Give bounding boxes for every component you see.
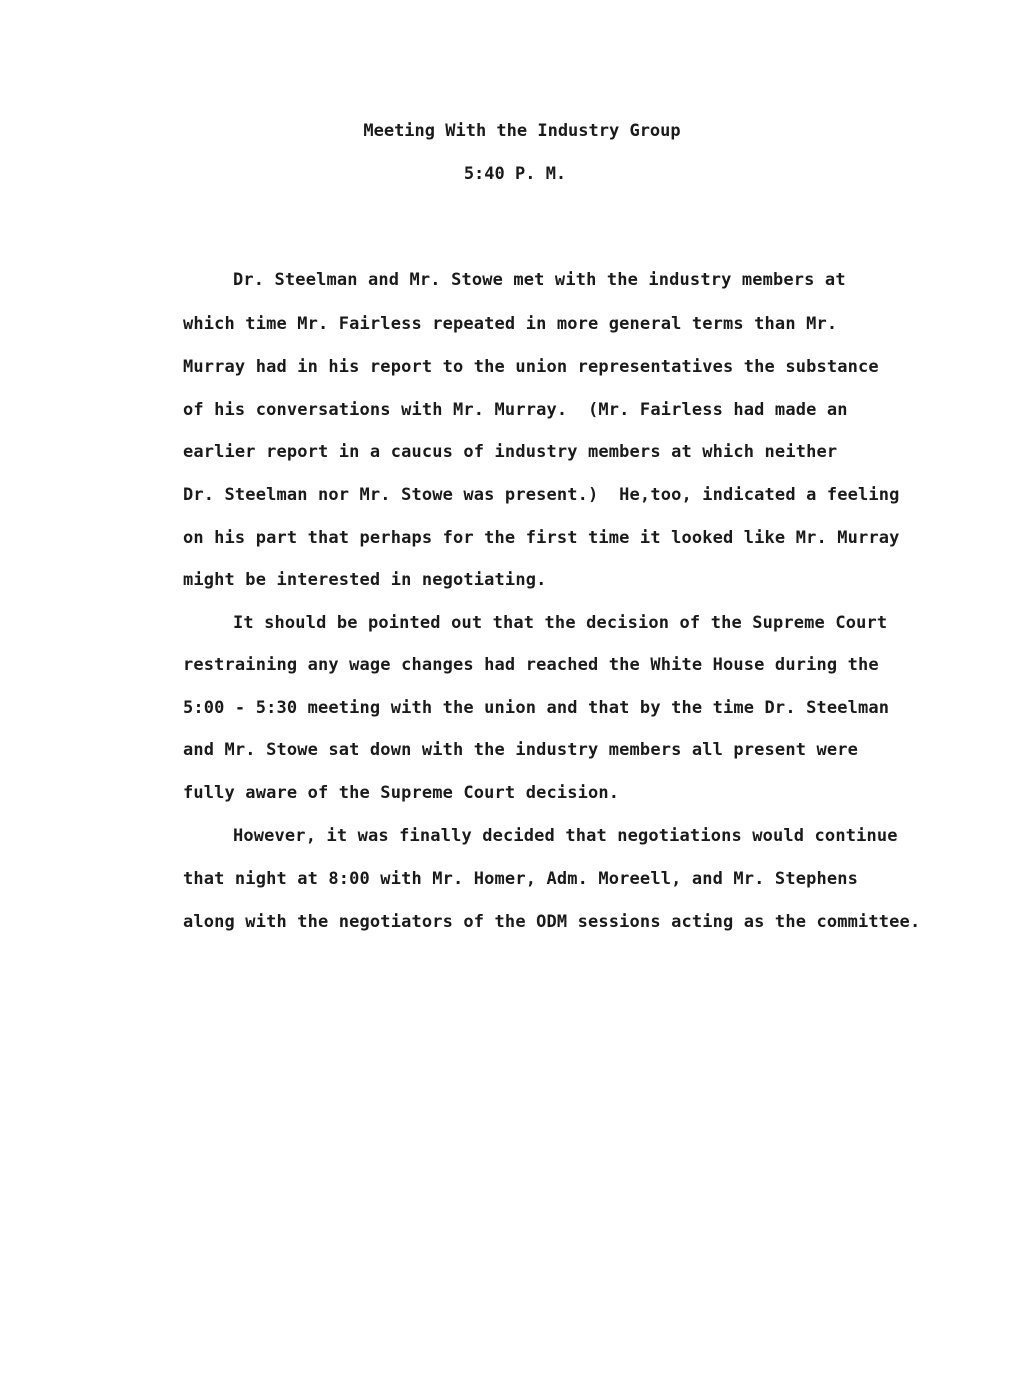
text-line: It should be pointed out that the decision of the Supreme Court — [233, 613, 888, 633]
text-line: earlier report in a caucus of industry members at which neither — [183, 442, 838, 462]
meeting-time: 5:40 P. M. — [463, 164, 567, 184]
text-line: fully aware of the Supreme Court decision. — [183, 783, 620, 803]
text-line: on his part that perhaps for the first time it looked like Mr. Murray — [183, 528, 900, 548]
text-line: restraining any wage changes had reached the White House during the — [183, 655, 879, 675]
text-line: Murray had in his report to the union representatives the substance — [183, 357, 879, 377]
document-title: Meeting With the Industry Group — [363, 121, 681, 141]
text-line: which time Mr. Fairless repeated in more general terms than Mr. — [183, 314, 838, 334]
text-line: Dr. Steelman and Mr. Stowe met with the industry members at — [233, 270, 846, 290]
text-line: However, it was finally decided that negotiations would continue — [233, 826, 898, 846]
text-line: along with the negotiators of the ODM sessions acting as the committee. — [183, 912, 921, 932]
text-line: might be interested in negotiating. — [183, 570, 547, 590]
text-line: 5:00 - 5:30 meeting with the union and that by the time Dr. Steelman — [183, 698, 890, 718]
text-line: that night at 8:00 with Mr. Homer, Adm. Moreell, and Mr. Stephens — [183, 869, 859, 889]
text-line: and Mr. Stowe sat down with the industry members all present were — [183, 740, 859, 760]
text-line: Dr. Steelman nor Mr. Stowe was present.) He,too, indicated a feeling — [183, 485, 900, 505]
text-line: of his conversations with Mr. Murray. (Mr. Fairless had made an — [183, 400, 848, 420]
